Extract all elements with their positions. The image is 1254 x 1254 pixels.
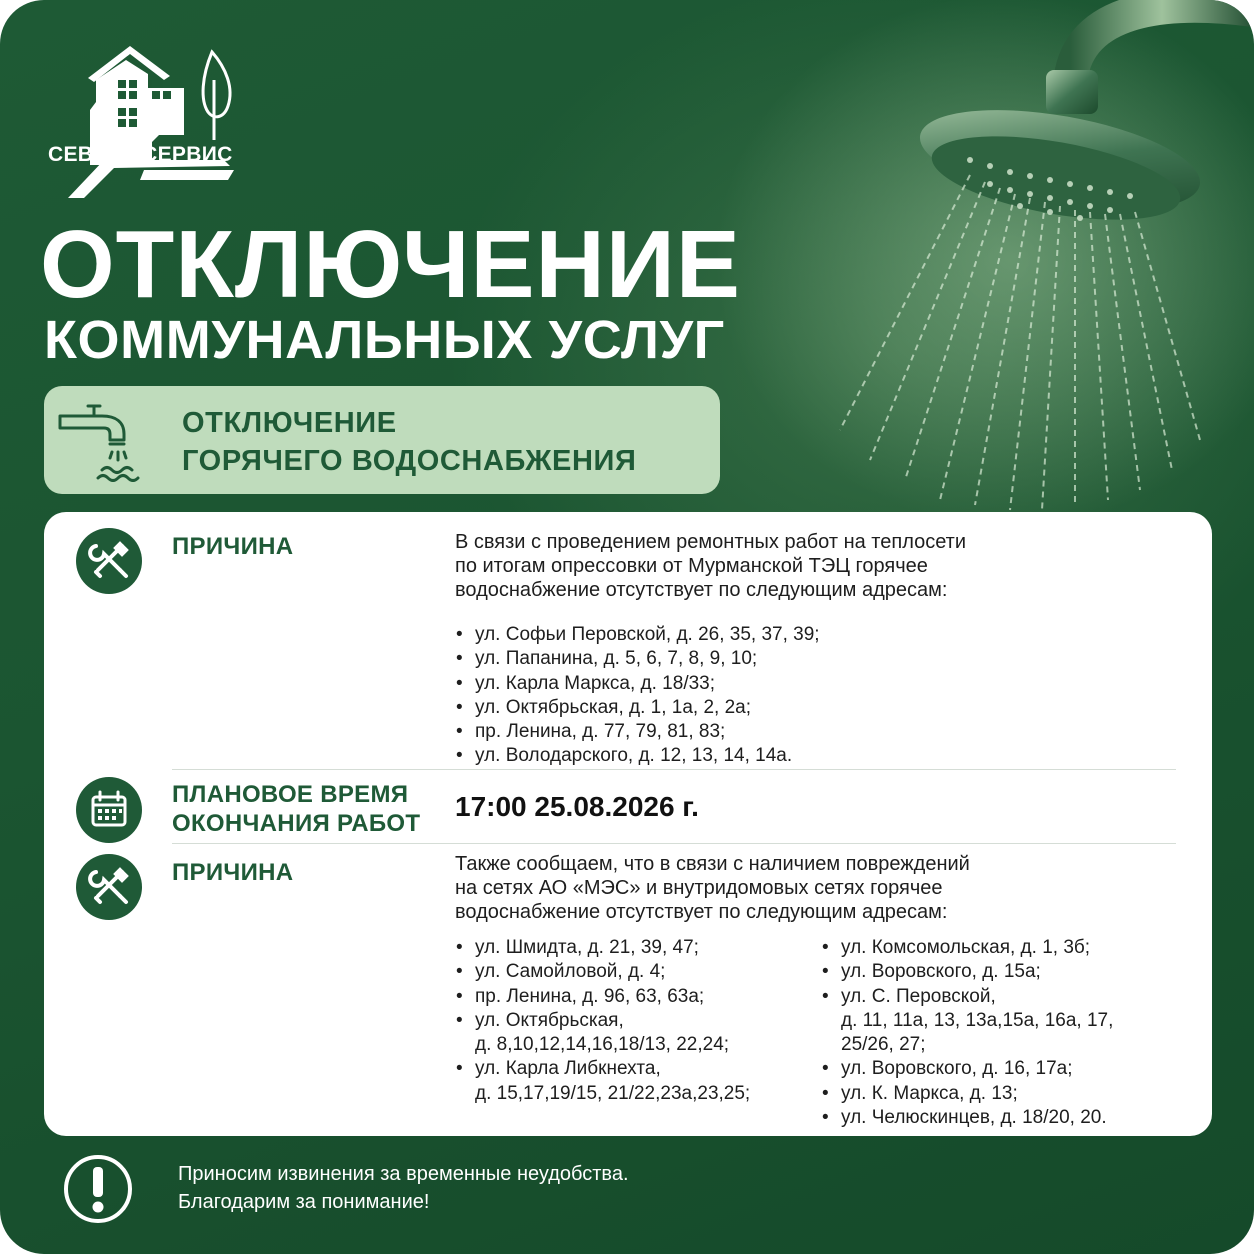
address-item: • ул. Комсомольская, д. 1, 3б; [821,936,1113,960]
info-panel [44,512,1212,1136]
service-title-line2: ГОРЯЧЕГО ВОДОСНАБЖЕНИЯ [182,445,637,477]
address-item: • ул. С. Перовской, д. 11, 11а, 13, 13а,15а, 16а, 17, 25/26, 27; [821,985,1113,1058]
faucet-icon [58,400,148,482]
section-divider [172,843,1176,844]
reason1-text [455,530,966,602]
shower-head-icon [820,0,1254,520]
address-item: • ул. Карла Маркса, д. 18/33; [455,672,820,696]
service-title-line1: ОТКЛЮЧЕНИЕ [182,407,397,439]
reason2-address-list-left [455,936,750,1106]
address-item: • пр. Ленина, д. 77, 79, 81, 83; [455,720,820,744]
address-item: • ул. Самойловой, д. 4; [455,960,750,984]
company-logo [44,40,254,205]
address-item: • ул. Шмидта, д. 21, 39, 47; [455,936,750,960]
reason2-text-line: Также сообщаем, что в связи с наличием повреждений [455,853,970,875]
exclamation-icon [62,1153,134,1225]
service-title [182,404,636,480]
service-banner [44,386,720,494]
address-item: • ул. К. Маркса, д. 13; [821,1082,1113,1106]
reason1-label: ПРИЧИНА [172,533,294,560]
reason2-text [455,852,970,924]
reason2-text-line: на сетях АО «МЭС» и внутридомовых сетях горячее [455,877,943,899]
address-item: • ул. Челюскинцев, д. 18/20, 20. [821,1106,1113,1130]
footer-line2: Благодарим за понимание! [178,1191,430,1213]
address-item: • ул. Володарского, д. 12, 13, 14, 14а. [455,744,820,768]
section-divider [172,769,1176,770]
reason1-text-line: по итогам опрессовки от Мурманской ТЭЦ горячее [455,555,928,577]
calendar-icon [76,777,142,843]
address-item: • ул. Софьи Перовской, д. 26, 35, 37, 39; [455,623,820,647]
address-item: • пр. Ленина, д. 96, 63, 63а; [455,985,750,1009]
time-label [172,780,420,838]
address-item: • ул. Воровского, д. 15а; [821,960,1113,984]
address-item: • ул. Карла Либкнехта, д. 15,17,19/15, 21/22,23а,23,25; [455,1057,750,1106]
page-subtitle: КОММУНАЛЬНЫХ УСЛУГ [44,310,725,370]
reason1-text-line: В связи с проведением ремонтных работ на теплосети [455,531,967,553]
address-item: • ул. Воровского, д. 16, 17а; [821,1057,1113,1081]
tools-icon [76,528,142,594]
page-title: ОТКЛЮЧЕНИЕ [40,211,741,318]
footer-line1: Приносим извинения за временные неудобства. [178,1163,629,1185]
footer-message [178,1160,629,1216]
reason1-text-line: водоснабжение отсутствует по следующим адресам: [455,579,948,601]
end-time-value: 17:00 25.08.2026 г. [455,791,699,822]
reason1-address-list [455,623,820,769]
reason2-text-line: водоснабжение отсутствует по следующим адресам: [455,901,948,923]
address-item: • ул. Октябрьская, д. 1, 1а, 2, 2а; [455,696,820,720]
tools-icon [76,854,142,920]
time-label-line2: ОКОНЧАНИЯ РАБОТ [172,810,421,837]
house-tree-logo-icon [44,40,254,205]
time-label-line1: ПЛАНОВОЕ ВРЕМЯ [172,781,409,808]
reason2-label: ПРИЧИНА [172,859,294,886]
reason2-address-list-right [821,936,1113,1130]
address-item: • ул. Октябрьская, д. 8,10,12,14,16,18/13, 22,24; [455,1009,750,1058]
company-name: СЕВЖИЛСЕРВИС [48,143,233,166]
address-item: • ул. Папанина, д. 5, 6, 7, 8, 9, 10; [455,647,820,671]
